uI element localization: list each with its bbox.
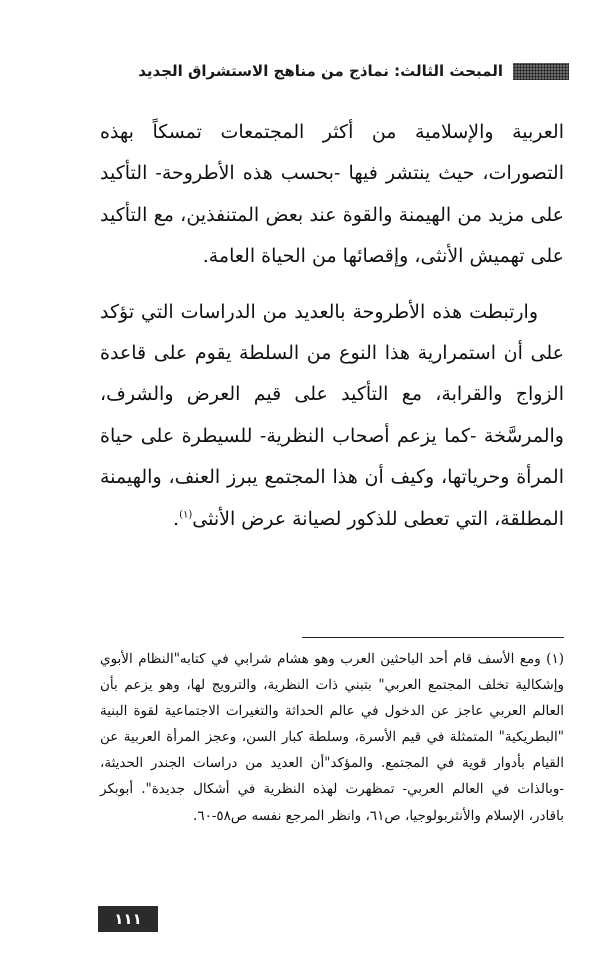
paragraph-1: العربية والإسلامية من أكثر المجتمعات تمسكاً بهذه التصورات، حيث ينتشر فيها -بحسب هذه الأطروحة- التأكيد على مزيد من الهيمنة والقوة عند بعض المتنفذين، مع التأكيد على تهميش الأنثى، وإقصائها من الحياة العامة. <box>100 121 564 268</box>
header-title: المبحث الثالث: نماذج من مناهج الاستشراق الجديد <box>138 62 503 80</box>
header-decorative-block <box>513 63 569 80</box>
footnote-reference[interactable]: (١) <box>179 509 193 521</box>
footnote <box>100 646 564 829</box>
paragraph-2-end: . <box>173 507 180 530</box>
paragraph-2 <box>100 292 564 540</box>
footnote-divider <box>302 637 564 638</box>
paragraph-2-text: وارتبطت هذه الأطروحة بالعديد من الدراسات التي تؤكد على أن استمرارية هذا النوع من السلطة يقوم على قاعدة الزواج والقرابة، مع التأكيد على قيم العرض والشرف، والمرسَّخة -كما يزعم أصحاب النظرية- للسيطرة على حياة المرأة وحرياتها، وكيف أن هذا المجتمع يبرز العنف، والهيمنة المطلقة، التي تعطى للذكور لصيانة عرض الأنثى <box>100 300 564 530</box>
page-number: ١١١ <box>98 906 158 932</box>
footnote-text: (١) ومع الأسف قام أحد الباحثين العرب وهو هشام شرابي في كتابه"النظام الأبوي وإشكالية تخلف المجتمع العربي" بتبني ذات النظرية، والترويج لها، وهو يزعم بأن العالم العربي عاجز عن الدخول في عالم الحداثة والتغيرات الاجتماعية لقوة البنية "البطريكية" المتمثلة في قيم الأسرة، وسلطة كبار السن، وعجز المرأة العربية عن القيام بأدوار قوية في المجتمع. والمؤكد"أن العديد من دراسات الجندر الحديثة، -وبالذات في العالم العربي- تمظهرت لهذه النظرية في أشكال جديدة". أبوبكر باقادر، الإسلام والأنثربولوجيا، ص٦١، وانظر المرجع نفسه ص٥٨-٦٠. <box>100 651 564 824</box>
running-header <box>100 56 569 86</box>
body-text <box>100 112 564 540</box>
